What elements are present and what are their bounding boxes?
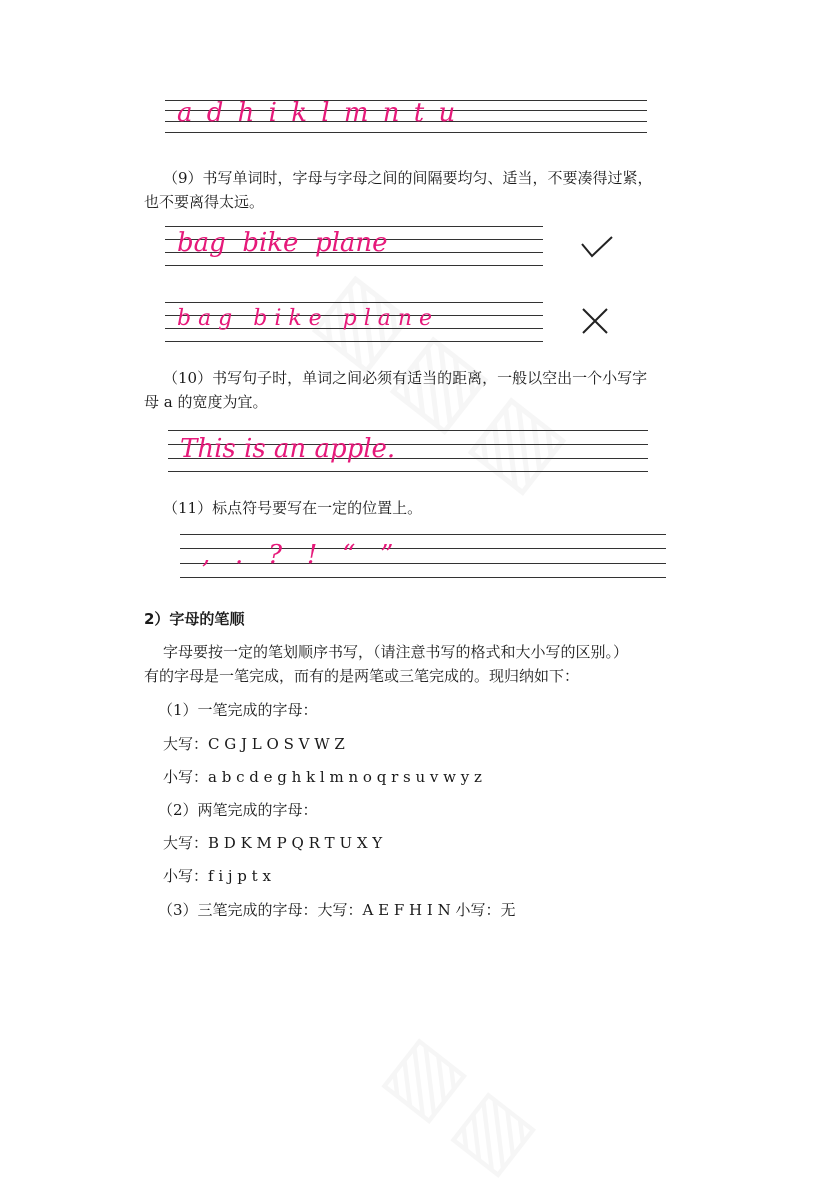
handwriting-band-sentence [168,430,648,472]
section-2-line-2: 有的字母是一笔完成，而有的是两笔或三笔完成的。现归纳如下： [144,667,580,685]
cross-icon [580,306,610,336]
item-10-line-1: （10）书写句子时，单词之间必须有适当的距离，一般以空出一个小写字 [163,369,648,387]
one-stroke-upper: 大写：C G J L O S V W Z [163,735,345,753]
item-10-line-2: 母 a 的宽度为宜。 [144,393,268,411]
one-stroke-title: （1）一笔完成的字母： [158,701,318,719]
two-stroke-lower: 小写：f i j p t x [163,867,271,885]
two-stroke-title: （2）两笔完成的字母： [158,801,318,819]
handwriting-band-wrong-spacing [165,302,543,342]
item-9-line-2: 也不要离得太远。 [144,193,265,211]
handwritten-letters: a d h i k l m n t u [177,98,459,128]
item-9-line-1: （9）书写单词时，字母与字母之间的间隔要均匀、适当，不要凑得过紧， [163,169,653,187]
handwritten-words-wrong: b a g b i k e p l a n e [177,306,433,331]
one-stroke-lower: 小写：a b c d e g h k l m n o q r s u v w y z [163,768,482,786]
section-2-line-1: 字母要按一定的笔划顺序书写，（请注意书写的格式和大小写的区别。） [163,643,629,661]
handwriting-band-correct-spacing [165,226,543,266]
handwritten-words-correct: bag bike plane [177,228,388,258]
handwriting-band-punctuation [180,534,666,578]
three-stroke: （3）三笔完成的字母：大写：A E F H I N 小写：无 [158,901,516,919]
handwritten-sentence: This is an apple. [180,434,396,464]
handwriting-band-letters [165,100,647,134]
section-2-heading: 2）字母的笔顺 [144,610,245,628]
item-11: （11）标点符号要写在一定的位置上。 [163,499,423,517]
check-icon [580,234,614,260]
handwritten-punctuation: , . ? ! “ ” [202,540,394,570]
two-stroke-upper: 大写：B D K M P Q R T U X Y [163,834,383,852]
watermark [370,1016,565,1197]
